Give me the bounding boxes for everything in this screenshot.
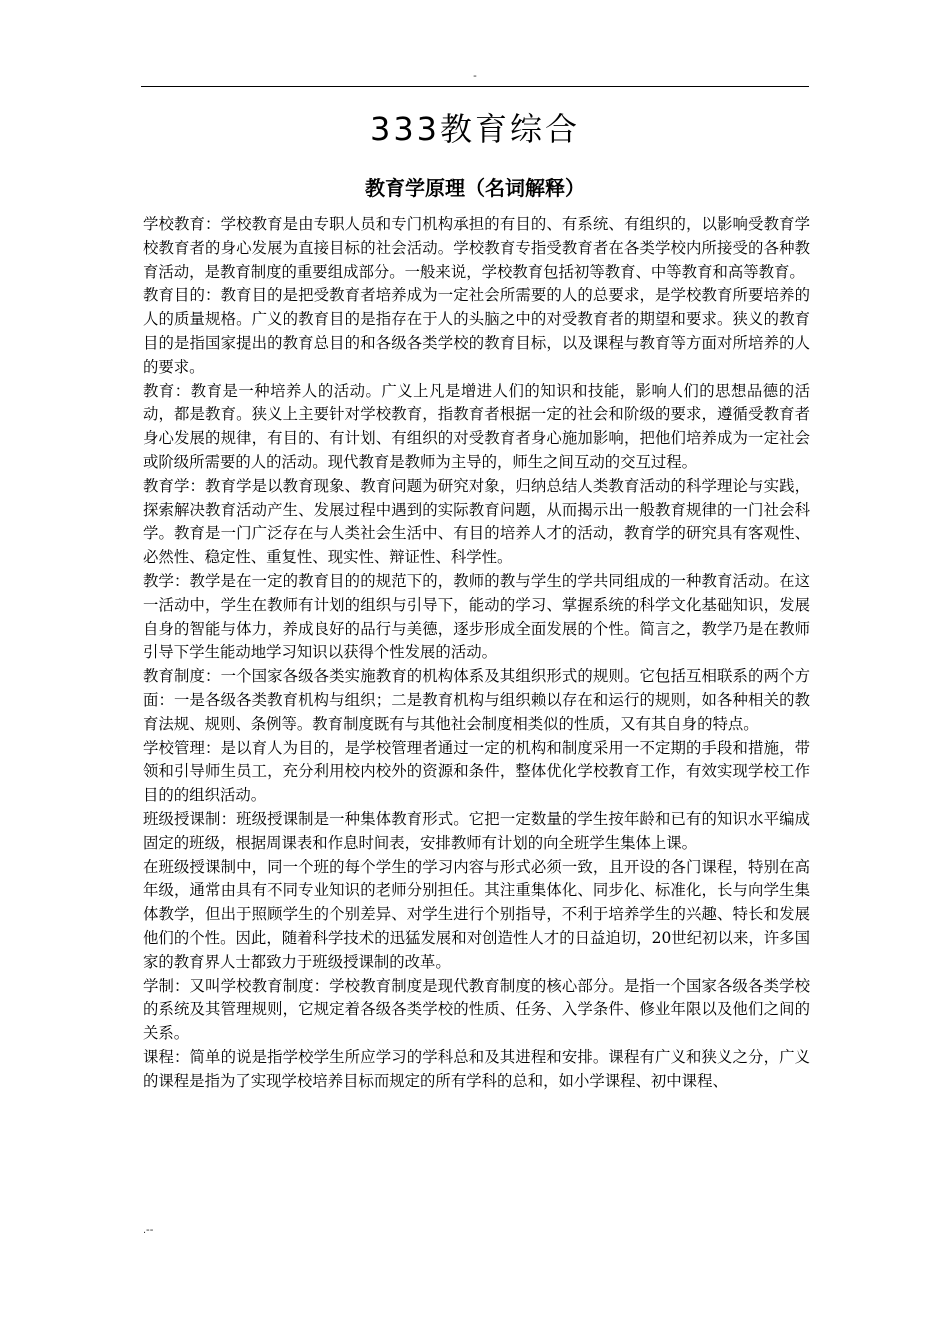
paragraph-pedagogy: 教育学：教育学是以教育现象、教育问题为研究对象，归纳总结人类教育活动的科学理论与实践，探索解决教育活动产生、发展过程中遇到的实际教育问题，从而揭示出一般教育规律的一门社会科学。教育是一门广泛存在与人类社会生活中、有目的培养人才的活动，教育学的研究具有客观性、必然性、稳定性、重复性、现实性、辩证性、科学性。: [143, 476, 810, 567]
header-rule: [141, 86, 809, 87]
paragraph-class-teaching-detail: 在班级授课制中，同一个班的每个学生的学习内容与形式必须一致，且开设的各门课程，特别在高年级，通常由具有不同专业知识的老师分别担任。其注重集体化、同步化、标准化，长与向学生集体教学，但出于照顾学生的个别差异、对学生进行个别指导，不利于培养学生的兴趣、特长和发展他们的个性。因此，随着科学技术的迅猛发展和对创造性人才的日益迫切，20世纪初以来，许多国家的教育界人士都致力于班级授课制的改革。: [143, 857, 810, 971]
paragraph-curriculum: 课程：简单的说是指学校学生所应学习的学科总和及其进程和安排。课程有广义和狭义之分，广义的课程是指为了实现学校培养目标而规定的所有学科的总和，如小学课程、初中课程、: [143, 1047, 810, 1090]
section-subtitle: 教育学原理（名词解释）: [365, 176, 585, 200]
paragraph-teaching: 教学：教学是在一定的教育目的的规范下的，教师的教与学生的学共同组成的一种教育活动。在这一活动中，学生在教师有计划的组织与引导下，能动的学习、掌握系统的科学文化基础知识，发展自身的智能与体力，养成良好的品行与美德，逐步形成全面发展的个性。简言之，教学乃是在教师引导下学生能动地学习知识以获得个性发展的活动。: [143, 571, 810, 662]
paragraph-education-system: 教育制度：一个国家各级各类实施教育的机构体系及其组织形式的规则。它包括互相联系的两个方面：一是各级各类教育机构与组织；二是教育机构与组织赖以存在和运行的规则，如各种相关的教育法规、规则、条例等。教育制度既有与其他社会制度相类似的性质，又有其自身的特点。: [143, 667, 810, 733]
footer-mark: .--: [143, 1224, 154, 1236]
paragraph-education-purpose: 教育目的：教育目的是把受教育者培养成为一定社会所需要的人的总要求，是学校教育所要培养的人的质量规格。广义的教育目的是指存在于人的头脑之中的对受教育者的期望和要求。狭义的教育目的是指国家提出的教育总目的和各级各类学校的教育目标，以及课程与教育等方面对所培养的人的要求。: [143, 286, 810, 376]
paragraph-school-system: 学制：又叫学校教育制度：学校教育制度是现代教育制度的核心部分。是指一个国家各级各类学校的系统及其管理规则，它规定着各级各类学校的性质、任务、入学条件、修业年限以及他们之间的关系。: [143, 976, 810, 1043]
document-body: [143, 213, 810, 1093]
page-title: 333教育综合: [369, 110, 581, 148]
paragraph-school-education: 学校教育：学校教育是由专职人员和专门机构承担的有目的、有系统、有组织的，以影响受教育学校教育者的身心发展为直接目标的社会活动。学校教育专指受教育者在各类学校内所接受的各种教育活动，是教育制度的重要组成部分。一般来说，学校教育包括初等教育、中等教育和高等教育。: [143, 215, 810, 281]
header-mark: -: [473, 70, 477, 82]
paragraph-class-teaching-system: 班级授课制：班级授课制是一种集体教育形式。它把一定数量的学生按年龄和已有的知识水平编成固定的班级，根据周课表和作息时间表，安排教师有计划的向全班学生集体上课。: [143, 809, 810, 852]
paragraph-school-management: 学校管理：是以育人为目的，是学校管理者通过一定的机构和制度采用一不定期的手段和措施，带领和引导师生员工，充分利用校内校外的资源和条件，整体优化学校教育工作，有效实现学校工作目的的组织活动。: [143, 738, 810, 805]
paragraph-education: 教育：教育是一种培养人的活动。广义上凡是增进人们的知识和技能，影响人们的思想品德的活动，都是教育。狭义上主要针对学校教育，指教育者根据一定的社会和阶级的要求，遵循受教育者身心发展的规律，有目的、有计划、有组织的对受教育者身心施加影响，把他们培养成为一定社会或阶级所需要的人的活动。现代教育是教师为主导的，师生之间互动的交互过程。: [143, 381, 810, 471]
